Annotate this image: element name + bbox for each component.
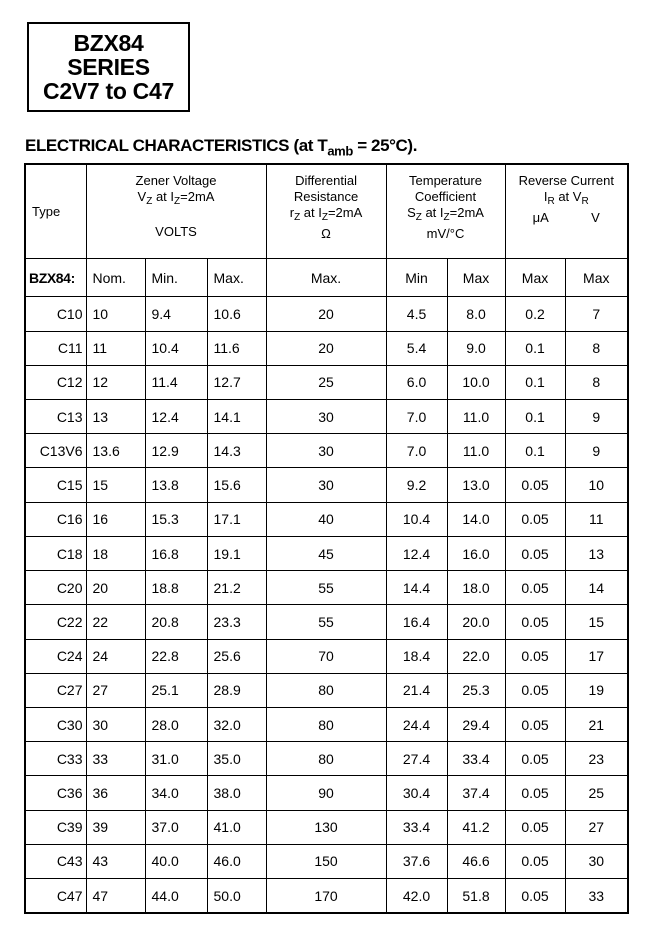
value-cell: 33.4: [447, 742, 505, 776]
value-cell: 33: [86, 742, 145, 776]
value-cell: 15.3: [145, 502, 207, 536]
value-cell: 20: [266, 331, 386, 365]
subheader-cell: BZX84:: [25, 259, 86, 297]
type-cell: C13V6: [25, 434, 86, 468]
value-cell: 51.8: [447, 879, 505, 913]
value-cell: 4.5: [386, 297, 447, 331]
value-cell: 0.1: [505, 434, 565, 468]
temp-line-2: Coefficient: [414, 189, 477, 204]
value-cell: 30: [266, 468, 386, 502]
type-cell: C43: [25, 844, 86, 878]
value-cell: 9.2: [386, 468, 447, 502]
value-cell: 0.05: [505, 605, 565, 639]
value-cell: 0.2: [505, 297, 565, 331]
value-cell: 10: [565, 468, 628, 502]
value-cell: 9.0: [447, 331, 505, 365]
value-cell: 11: [565, 502, 628, 536]
value-cell: 25.6: [207, 639, 266, 673]
value-cell: 31.0: [145, 742, 207, 776]
value-cell: 10.0: [447, 365, 505, 399]
subheader-cell: Max.: [266, 259, 386, 297]
title-line-3: C2V7 to C47: [43, 78, 174, 104]
temp-line-1: Temperature: [409, 173, 482, 188]
type-cell: C30: [25, 708, 86, 742]
value-cell: 8: [565, 365, 628, 399]
value-cell: 23: [565, 742, 628, 776]
value-cell: 18.8: [145, 571, 207, 605]
subheader-cell: Max: [505, 259, 565, 297]
value-cell: 11: [86, 331, 145, 365]
value-cell: 15.6: [207, 468, 266, 502]
value-cell: 41.0: [207, 810, 266, 844]
value-cell: 19.1: [207, 536, 266, 570]
value-cell: 24.4: [386, 708, 447, 742]
zener-line-2: $V_Z$ at $I_Z=2mA$: [137, 189, 215, 207]
value-cell: 80: [266, 673, 386, 707]
title-line-2: SERIES: [67, 54, 150, 80]
value-cell: 21.2: [207, 571, 266, 605]
table-row: [25, 468, 628, 502]
table-row: [25, 502, 628, 536]
subheader-cell: Max.: [207, 259, 266, 297]
value-cell: 20.0: [447, 605, 505, 639]
value-cell: 13: [565, 536, 628, 570]
value-cell: 30: [565, 844, 628, 878]
table-row: [25, 810, 628, 844]
value-cell: 40: [266, 502, 386, 536]
value-cell: 11.4: [145, 365, 207, 399]
value-cell: 18.4: [386, 639, 447, 673]
value-cell: 22.8: [145, 639, 207, 673]
value-cell: 9.4: [145, 297, 207, 331]
table-row: [25, 536, 628, 570]
value-cell: 40.0: [145, 844, 207, 878]
diff-line-3: $r_Z$ at $I_Z=2mA$: [289, 205, 363, 223]
value-cell: 28.9: [207, 673, 266, 707]
value-cell: 46.6: [447, 844, 505, 878]
value-cell: 0.05: [505, 502, 565, 536]
title-line-1: BZX84: [73, 30, 144, 56]
table-row: [25, 639, 628, 673]
value-cell: 50.0: [207, 879, 266, 913]
value-cell: 13: [86, 400, 145, 434]
value-cell: 11.0: [447, 434, 505, 468]
value-cell: 41.2: [447, 810, 505, 844]
type-cell: C11: [25, 331, 86, 365]
subheader-cell: Min: [386, 259, 447, 297]
value-cell: 25.3: [447, 673, 505, 707]
value-cell: 22: [86, 605, 145, 639]
value-cell: 23.3: [207, 605, 266, 639]
value-cell: 130: [266, 810, 386, 844]
value-cell: 12.7: [207, 365, 266, 399]
value-cell: 20: [266, 297, 386, 331]
header-type: Type: [25, 164, 86, 259]
value-cell: 7.0: [386, 400, 447, 434]
value-cell: 0.05: [505, 571, 565, 605]
value-cell: 150: [266, 844, 386, 878]
value-cell: 44.0: [145, 879, 207, 913]
heading-subscript: amb: [327, 143, 353, 159]
type-cell: C27: [25, 673, 86, 707]
value-cell: 22.0: [447, 639, 505, 673]
temp-units: mV/°C: [426, 226, 465, 241]
value-cell: 6.0: [386, 365, 447, 399]
value-cell: 16.4: [386, 605, 447, 639]
value-cell: 14.3: [207, 434, 266, 468]
diff-line-2: Resistance: [293, 189, 359, 204]
table-row: [25, 879, 628, 913]
value-cell: 80: [266, 708, 386, 742]
type-cell: C20: [25, 571, 86, 605]
type-cell: C16: [25, 502, 86, 536]
value-cell: 32.0: [207, 708, 266, 742]
value-cell: 9: [565, 434, 628, 468]
value-cell: 21.4: [386, 673, 447, 707]
table-row: [25, 776, 628, 810]
section-heading: [25, 136, 417, 158]
value-cell: 37.6: [386, 844, 447, 878]
value-cell: 10: [86, 297, 145, 331]
value-cell: 36: [86, 776, 145, 810]
diff-line-1: Differential: [295, 173, 357, 188]
table-row: [25, 297, 628, 331]
value-cell: 19: [565, 673, 628, 707]
value-cell: 29.4: [447, 708, 505, 742]
header-temperature-coefficient: [386, 164, 505, 259]
value-cell: 0.05: [505, 810, 565, 844]
header-zener-voltage: [86, 164, 266, 259]
type-cell: C39: [25, 810, 86, 844]
table-row: [25, 708, 628, 742]
value-cell: 17: [565, 639, 628, 673]
table-row: [25, 673, 628, 707]
type-cell: C33: [25, 742, 86, 776]
value-cell: 10.4: [386, 502, 447, 536]
value-cell: 7: [565, 297, 628, 331]
value-cell: 12.4: [145, 400, 207, 434]
value-cell: 0.05: [505, 673, 565, 707]
value-cell: 90: [266, 776, 386, 810]
value-cell: 28.0: [145, 708, 207, 742]
heading-prefix: ELECTRICAL CHARACTERISTICS (at T: [25, 136, 328, 155]
temp-line-3: $S_Z$ at $I_Z=2mA$: [407, 205, 484, 223]
value-cell: 16.0: [447, 536, 505, 570]
value-cell: 30: [266, 434, 386, 468]
value-cell: 0.05: [505, 536, 565, 570]
value-cell: 14.0: [447, 502, 505, 536]
type-cell: C12: [25, 365, 86, 399]
subheader-cell: Nom.: [86, 259, 145, 297]
value-cell: 12.4: [386, 536, 447, 570]
value-cell: 27: [565, 810, 628, 844]
table-row: [25, 605, 628, 639]
value-cell: 0.1: [505, 400, 565, 434]
value-cell: 25: [565, 776, 628, 810]
value-cell: 20: [86, 571, 145, 605]
value-cell: 17.1: [207, 502, 266, 536]
header-differential-resistance: [266, 164, 386, 259]
type-cell: C13: [25, 400, 86, 434]
table-row: [25, 434, 628, 468]
value-cell: 33: [565, 879, 628, 913]
table-row: [25, 742, 628, 776]
value-cell: 11.6: [207, 331, 266, 365]
type-cell: C18: [25, 536, 86, 570]
value-cell: 13.6: [86, 434, 145, 468]
heading-suffix: = 25°C).: [352, 136, 418, 155]
type-cell: C15: [25, 468, 86, 502]
value-cell: 34.0: [145, 776, 207, 810]
rev-line-2: $I_R$ at $V_R$: [543, 189, 589, 207]
value-cell: 42.0: [386, 879, 447, 913]
header-reverse-current: [505, 164, 628, 259]
value-cell: 0.05: [505, 639, 565, 673]
value-cell: 0.1: [505, 331, 565, 365]
value-cell: 46.0: [207, 844, 266, 878]
type-cell: C10: [25, 297, 86, 331]
value-cell: 9: [565, 400, 628, 434]
value-cell: 15: [565, 605, 628, 639]
value-cell: 10.4: [145, 331, 207, 365]
table-row: [25, 331, 628, 365]
value-cell: 18.0: [447, 571, 505, 605]
rev-units: μA V: [532, 210, 600, 225]
value-cell: 80: [266, 742, 386, 776]
value-cell: 55: [266, 571, 386, 605]
value-cell: 35.0: [207, 742, 266, 776]
zener-units: VOLTS: [155, 224, 197, 239]
value-cell: 27: [86, 673, 145, 707]
value-cell: 13.8: [145, 468, 207, 502]
value-cell: 15: [86, 468, 145, 502]
value-cell: 13.0: [447, 468, 505, 502]
value-cell: 0.1: [505, 365, 565, 399]
value-cell: 45: [266, 536, 386, 570]
subheader-cell: Max: [565, 259, 628, 297]
table-row: [25, 365, 628, 399]
type-cell: C36: [25, 776, 86, 810]
type-cell: C24: [25, 639, 86, 673]
value-cell: 0.05: [505, 468, 565, 502]
value-cell: 21: [565, 708, 628, 742]
value-cell: 25: [266, 365, 386, 399]
value-cell: 30: [266, 400, 386, 434]
subheader-cell: Max: [447, 259, 505, 297]
value-cell: 39: [86, 810, 145, 844]
value-cell: 47: [86, 879, 145, 913]
value-cell: 25.1: [145, 673, 207, 707]
subheader-row: [25, 259, 628, 297]
value-cell: 12.9: [145, 434, 207, 468]
value-cell: 14: [565, 571, 628, 605]
value-cell: 0.05: [505, 742, 565, 776]
value-cell: 24: [86, 639, 145, 673]
value-cell: 30: [86, 708, 145, 742]
table-row: [25, 400, 628, 434]
diff-units: Ω: [321, 226, 331, 241]
value-cell: 10.6: [207, 297, 266, 331]
value-cell: 0.05: [505, 776, 565, 810]
value-cell: 30.4: [386, 776, 447, 810]
header-row: [25, 164, 628, 259]
value-cell: 33.4: [386, 810, 447, 844]
value-cell: 43: [86, 844, 145, 878]
value-cell: 7.0: [386, 434, 447, 468]
value-cell: 0.05: [505, 708, 565, 742]
value-cell: 16: [86, 502, 145, 536]
value-cell: 12: [86, 365, 145, 399]
table-row: [25, 844, 628, 878]
value-cell: 8: [565, 331, 628, 365]
series-title-box: [27, 22, 190, 112]
value-cell: 14.1: [207, 400, 266, 434]
value-cell: 18: [86, 536, 145, 570]
value-cell: 37.4: [447, 776, 505, 810]
value-cell: 16.8: [145, 536, 207, 570]
value-cell: 20.8: [145, 605, 207, 639]
value-cell: 11.0: [447, 400, 505, 434]
table-row: [25, 571, 628, 605]
value-cell: 170: [266, 879, 386, 913]
value-cell: 0.05: [505, 844, 565, 878]
value-cell: 55: [266, 605, 386, 639]
value-cell: 70: [266, 639, 386, 673]
value-cell: 0.05: [505, 879, 565, 913]
value-cell: 5.4: [386, 331, 447, 365]
rev-line-1: Reverse Current: [518, 173, 614, 188]
subheader-cell: Min.: [145, 259, 207, 297]
value-cell: 38.0: [207, 776, 266, 810]
value-cell: 37.0: [145, 810, 207, 844]
zener-line-1: Zener Voltage: [135, 173, 217, 188]
type-cell: C22: [25, 605, 86, 639]
value-cell: 14.4: [386, 571, 447, 605]
value-cell: 8.0: [447, 297, 505, 331]
type-cell: C47: [25, 879, 86, 913]
value-cell: 27.4: [386, 742, 447, 776]
electrical-characteristics-table: [24, 163, 629, 914]
